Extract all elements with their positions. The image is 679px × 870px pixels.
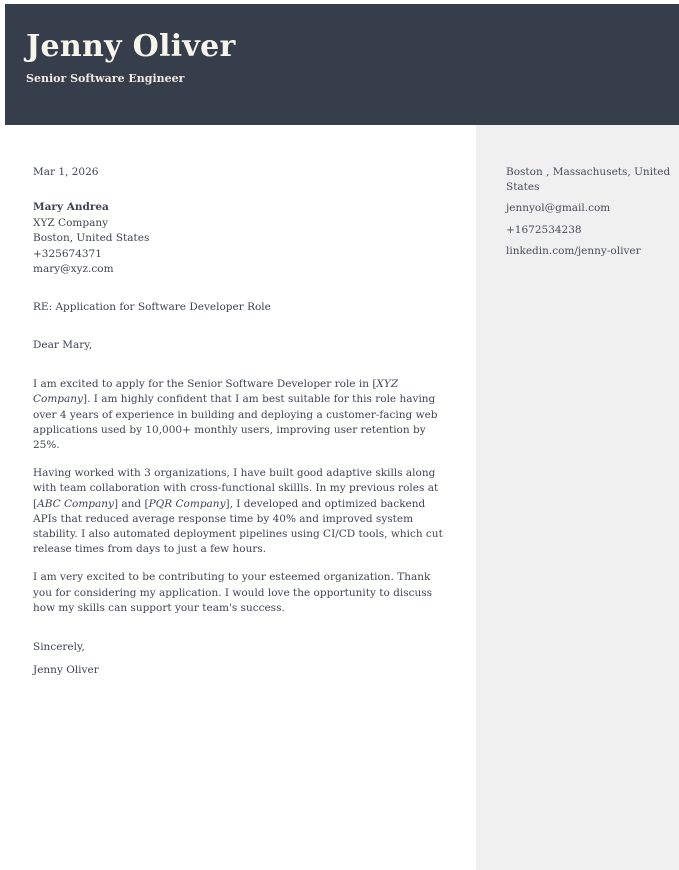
recipient-company: XYZ Company [33, 216, 109, 229]
paragraph-3-text: I am very excited to be contributing to your esteemed organization. Thank you for considering my application. I would love the opportunity to discuss how my skills can support your team's success. [33, 571, 433, 614]
subject-line: RE: Application for Software Developer Role [33, 300, 271, 313]
paragraph-2-company-italic-1: ABC Company [37, 497, 114, 510]
contact-email: jennyol@gmail.com [506, 202, 611, 214]
salutation: Dear Mary, [33, 338, 93, 351]
closing: Sincerely, [33, 640, 85, 653]
recipient-phone: +325674371 [33, 247, 102, 260]
recipient-location: Boston, United States [33, 232, 150, 245]
paragraph-1 [33, 377, 452, 453]
candidate-name: Jenny Oliver [26, 29, 236, 64]
contact-location: Boston , Massachusets, United States [506, 166, 671, 193]
paragraph-1-text: I am excited to apply for the Senior Software Developer role in [ [33, 378, 377, 391]
letter-column [0, 125, 476, 870]
paragraph-3 [33, 570, 452, 616]
paragraph-1-company-italic: XYZ Company [33, 378, 399, 406]
signature-name: Jenny Oliver [33, 664, 99, 677]
header-banner [5, 4, 679, 125]
paragraph-2-text-cont: ], I developed and optimized backend APIs that reduced average response time by 40% and improved system stability. I also automated deployment pipelines using CI/CD tools, which cut release times from days to just a few hours. [33, 497, 443, 556]
paragraph-2-text: Having worked with 3 organizations, I have built good adaptive skills along with team collaboration with cross-functional skillls. In my previous roles at [ [33, 467, 439, 510]
content-columns [0, 125, 679, 870]
recipient-block [33, 200, 452, 278]
paragraph-2-company-italic-2: PQR Company [148, 497, 226, 510]
contact-phone: +1672534238 [506, 223, 582, 236]
recipient-email: mary@xyz.com [33, 263, 114, 276]
letter-date: Mar 1, 2026 [33, 166, 99, 178]
paragraph-2 [33, 466, 452, 557]
paragraph-2-text-mid: ] and [ [113, 497, 149, 510]
candidate-job-title: Senior Software Engineer [26, 72, 185, 85]
paragraph-1-text-cont: ]. I am highly confident that I am best suitable for this role having over 4 years of experience in building and deploying a customer-facing web applications used by 10,000+ monthly users, improving user retention by 25%. [33, 393, 438, 451]
contact-sidebar [476, 125, 679, 870]
recipient-name: Mary Andrea [33, 201, 109, 214]
contact-linkedin: linkedin.com/jenny-oliver [506, 245, 641, 257]
